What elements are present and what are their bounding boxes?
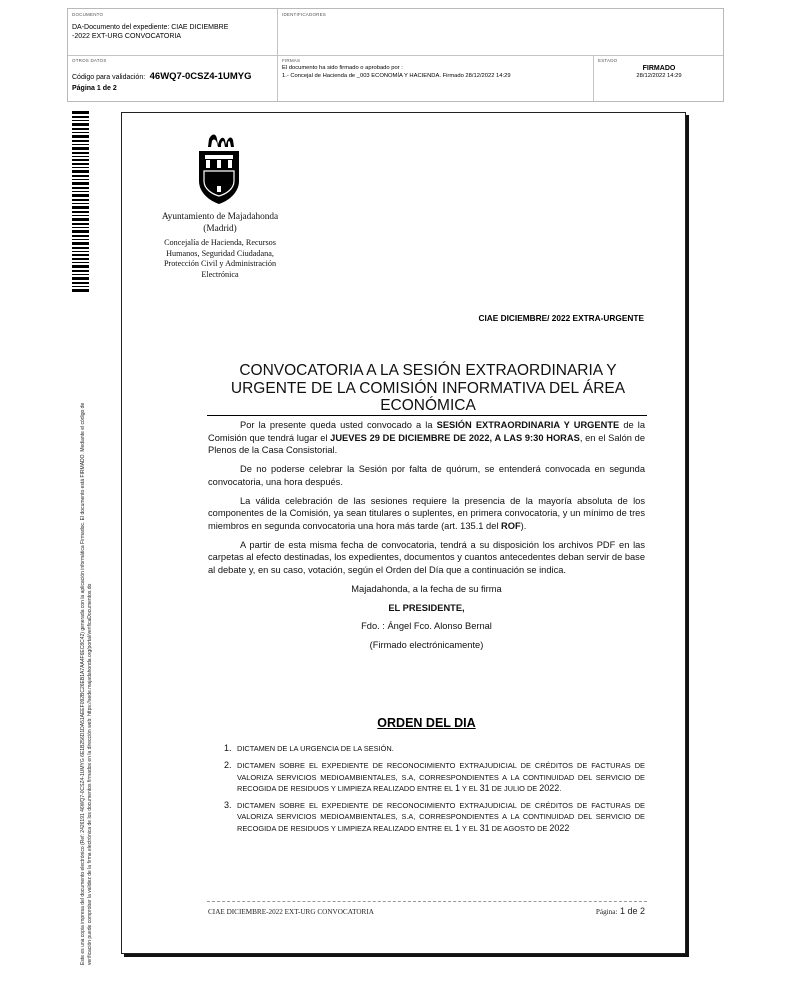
institution-name: Ayuntamiento de Majadahonda [161, 212, 279, 222]
barcode-stripe [72, 191, 89, 192]
agenda-item: 2. DICTAMEN SOBRE EL EXPEDIENTE DE RECONOCIMIENTO EXTRAJUDICIAL DE CRÉDITOS DE FACTURAS DE VALORIZA SERVICIOS MEDIOAMBIENTALES, S.A, CORRESPONDIENTES A LA CONTINUIDAD DEL SERVICIO DE RECOGIDA DE RESIDUOS Y LIMPIEZA REALIZADO ENTRE EL 1 Y EL 31 DE JULIO DE 2022. [224, 760, 645, 793]
agenda-title: ORDEN DEL DIA [377, 716, 476, 730]
footer-divider [207, 901, 647, 902]
barcode-stripe [72, 159, 89, 162]
barcode-stripe [72, 182, 89, 185]
barcode-stripe [72, 215, 89, 216]
barcode-stripe [72, 242, 89, 245]
paragraph-convocation: Por la presente queda usted convocado a la SESIÓN EXTRAORDINARIA Y URGENTE de la Comisión que tendrá lugar el JUEVES 29 DE DICIEMBRE DE 2022, A LAS 9:30 HORAS, en el Salón de Plenos de la Casa Consistorial. [208, 420, 645, 456]
document-title: CONVOCATORIA A LA SESIÓN EXTRAORDINARIA Y URGENTE DE LA COMISIÓN INFORMATIVA DEL ÁREA ECONÓMICA [230, 362, 626, 414]
barcode-stripe [72, 187, 89, 189]
barcode-stripe [72, 132, 89, 133]
barcode-stripe [72, 128, 89, 130]
barcode-stripe [72, 167, 89, 168]
barcode-stripe [72, 140, 89, 142]
barcode-stripe [72, 175, 89, 177]
documento-value: DA-Documento del expediente: CIAE DICIEMBRE -2022 EXT-URG CONVOCATORIA [72, 24, 229, 40]
barcode-stripe [72, 223, 89, 225]
documento-label: DOCUMENTO [72, 12, 104, 17]
footer-doc-name: CIAE DICIEMBRE-2022 EXT-URG CONVOCATORIA [208, 908, 374, 916]
firmas-label: FIRMAS [282, 58, 301, 63]
place-date: Majadahonda, a la fecha de su firma [351, 583, 502, 594]
estado-label: ESTADO [598, 58, 618, 63]
page-indicator: Página 1 de 2 [72, 85, 117, 92]
side-text-line-2: verificación puede comprobar la validez de la firma electrónica de los documentos firmados en la dirección web: https://sede.majadahonda.org/portal/verificaDocumentos.do [87, 583, 93, 965]
barcode-stripe [72, 251, 89, 252]
barcode-stripe [72, 230, 89, 233]
barcode-stripe [72, 135, 89, 138]
department-line-1: Concejalía de Hacienda, Recursos [164, 238, 276, 247]
barcode-stripe [72, 120, 89, 121]
validation-code: Código para validación: 46WQ7-0CSZ4-1UMYG [72, 71, 252, 82]
paragraph-quorum: De no poderse celebrar la Sesión por falta de quórum, se entenderá convocada en segunda convocatoria, una hora después. [208, 464, 645, 487]
document-reference: CIAE DICIEMBRE/ 2022 EXTRA-URGENTE [478, 313, 644, 323]
barcode [72, 111, 89, 294]
barcode-stripe [72, 227, 89, 228]
barcode-stripe [72, 203, 89, 204]
estado-date: 28/12/2022 14:29 [636, 73, 682, 79]
barcode-stripe [72, 194, 89, 197]
institution-block [150, 212, 290, 280]
barcode-stripe [72, 262, 89, 263]
barcode-stripe [72, 247, 89, 249]
barcode-stripe [72, 206, 89, 209]
barcode-stripe [72, 270, 89, 272]
signer-name: Fdo. : Ángel Fco. Alonso Bernal [361, 621, 492, 632]
firmas-line-2: 1.- Concejal de Hacienda de _003 ECONOMÍA Y HACIENDA. Firmado 28/12/2022 14:29 [282, 72, 511, 79]
president-title: EL PRESIDENTE, [388, 603, 465, 614]
barcode-stripe [72, 274, 89, 275]
barcode-stripe [72, 163, 89, 165]
barcode-stripe [72, 144, 89, 145]
department-line-2: Humanos, Seguridad Ciudadana, [166, 248, 274, 258]
barcode-stripe [72, 235, 89, 237]
signed-electronically: (Firmado electrónicamente) [369, 640, 484, 651]
barcode-stripe [72, 147, 89, 150]
department-line-3: Protección Civil y Administración [163, 259, 277, 268]
signature-header-table [67, 8, 724, 102]
barcode-stripe [72, 170, 89, 173]
department-line-4: Electrónica [201, 269, 239, 279]
title-divider [207, 415, 647, 416]
agenda-item: 1. DICTAMEN DE LA URGENCIA DE LA SESIÓN. [224, 743, 394, 753]
paragraph-documents: A partir de esta misma fecha de convocatoria, tendrá a su disposición los archivos PDF en las carpetas al efecto destinadas, los expedientes, documentos y cuantos antecedentes deban servir de base al debate y, en su caso, votación, según el Orden del Día que a continuación se indica. [208, 539, 645, 576]
barcode-stripe [72, 254, 89, 257]
barcode-stripe [72, 123, 89, 126]
institution-location: (Madrid) [203, 223, 237, 234]
agenda-list [224, 743, 645, 840]
barcode-stripe [72, 156, 89, 157]
firmas-line-1: El documento ha sido firmado o aprobado por : [282, 65, 403, 71]
estado-value: FIRMADO [642, 65, 676, 72]
identificadores-label: IDENTIFICADORES [282, 12, 327, 17]
barcode-stripe [72, 265, 89, 268]
barcode-stripe [72, 218, 89, 221]
paragraph-validity: La válida celebración de las sesiones requiere la presencia de la mayoría absoluta de los componentes de la Comisión, ya sean titulares o suplentes, en primera convocatoria, y un mínimo de tres miembros en segunda convocatoria una hora más tarde (art. 135.1 del ROF). [208, 495, 645, 531]
side-text-line-1: Este es una copia impresa del documento electrónico (Ref: 2426191 46WQ7-0CSZ4-1UMYG 6E1B256D1DA51AEEF092BC26EB1A7AA4F6EC8C42) generada con la aplicación informática Firmadoc. El documento está FIRMADO. Mediante el código de [80, 402, 86, 965]
barcode-stripe [72, 282, 89, 284]
document-body [208, 419, 645, 651]
barcode-stripe [72, 277, 89, 280]
otros-datos-label: OTROS DATOS [72, 58, 107, 63]
barcode-stripe [72, 211, 89, 213]
coat-of-arms-logo [196, 131, 242, 206]
barcode-stripe [72, 152, 89, 154]
barcode-stripe [72, 116, 89, 118]
barcode-stripe [72, 199, 89, 201]
barcode-stripe [72, 258, 89, 260]
barcode-stripe [72, 111, 89, 114]
barcode-stripe [72, 179, 89, 180]
agenda-item: 3. DICTAMEN SOBRE EL EXPEDIENTE DE RECONOCIMIENTO EXTRAJUDICIAL DE CRÉDITOS DE FACTURAS DE VALORIZA SERVICIOS MEDIOAMBIENTALES, S.A, CORRESPONDIENTES A LA CONTINUIDAD DEL SERVICIO DE RECOGIDA DE RESIDUOS Y LIMPIEZA REALIZADO ENTRE EL 1 Y EL 31 DE AGOSTO DE 2022 [224, 800, 645, 833]
barcode-stripe [72, 239, 89, 240]
footer-page-number: Página: 1 de 2 [595, 906, 645, 916]
